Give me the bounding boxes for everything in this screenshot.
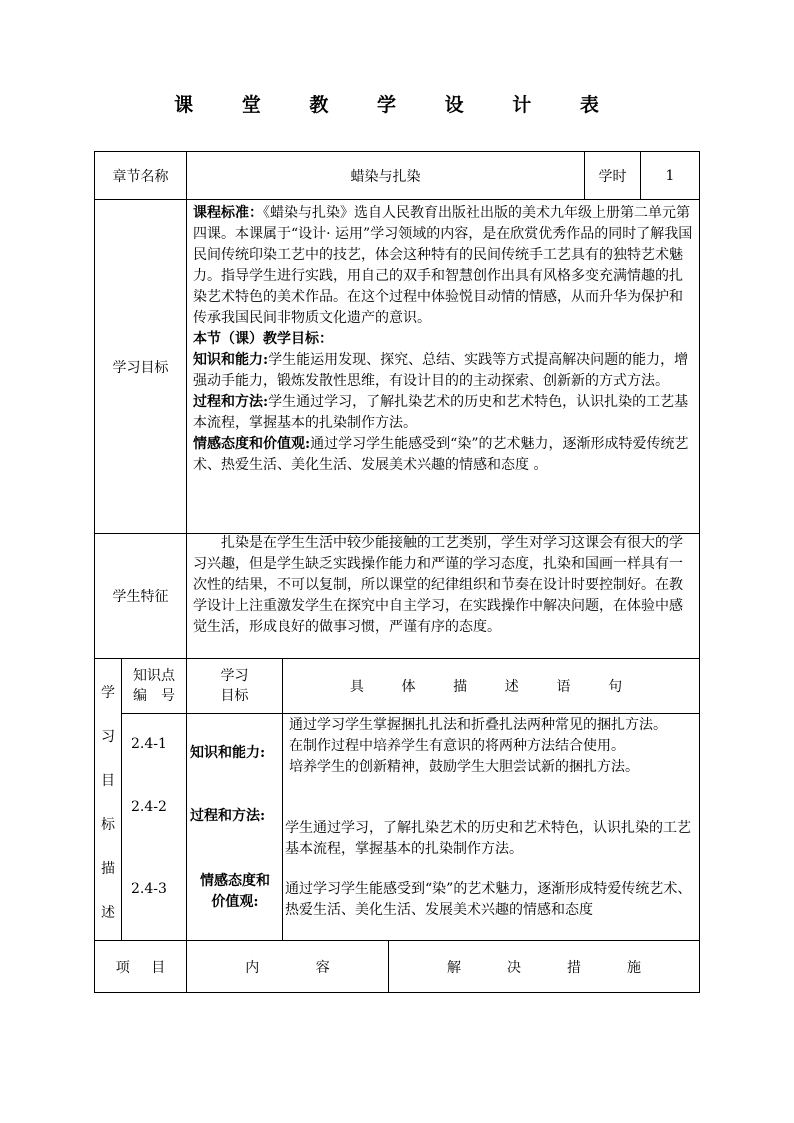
description-line: 通过学习学生掌握捆扎扎法和折叠扎法两种常见的捆扎方法。 [289,717,667,733]
measures-header-char: 措 [567,959,581,976]
col-header-goal [187,659,282,713]
col-header-code-line: 知识点 [133,668,175,684]
hours-label: 学时 [598,168,627,185]
col-header-char: 具 [349,679,364,695]
goal-label-knowledge: 知识和能力: [190,745,266,761]
process-description: 学生通过学习，了解扎染艺术的历史和艺术特色，认识扎染的工艺基本流程，掌握基本的扎染制作方法。 [285,820,691,857]
item-header [95,941,186,992]
col-header-char: 述 [504,679,519,695]
emotion-values-heading: 情感态度和价值观: [193,436,311,452]
students-label: 学生特征 [112,589,169,605]
col-divider [282,658,283,940]
content-header-char: 内 [245,959,260,976]
col-header-description [331,659,641,713]
col-header-char: 描 [453,679,468,695]
knowledge-description [285,715,697,778]
lesson-design-table [94,151,700,993]
item-header-char: 目 [151,959,166,976]
measures-header [389,941,699,992]
description-line: 培养学生的创新精神，鼓励学生大胆尝试新的捆扎方法。 [289,759,639,775]
students-text: 扎染是在学生生活中较少能接触的工艺类别，学生对学习这课会有很大的学习兴趣，但是学生缺乏实践操作能力和严谨的学习态度，扎染和国画一样具有一次性的结果，不可以复制，所以课堂的纪律组织和节奏在设计时要控制好。在教学设计上注重激发学生在探究中自主学习，在实践操作中解决问题，在体验中感觉生活，形成良好的做事习惯，严谨有序的态度。 [193,535,683,635]
col-header-char: 句 [608,679,623,695]
side-char: 描 [101,861,115,877]
knowledge-code: 2.4-3 [131,881,167,897]
col-header-goal-line: 目标 [220,688,249,704]
chapter-name-value: 蜡染与扎染 [350,168,421,185]
col-header-goal-line: 学习 [220,668,249,684]
standard-text: 《蜡染与扎染》选自人民教育出版社出版的美术九年级上册第二单元第四课。本课属于“设计· 运用”学习领域的内容，是在欣赏优秀作品的同时了解我国民间传统印染工艺中的技艺，体会这种特有的民间传统手工艺具有的独特艺术魅力。指导学生进行实践，用自己的双手和智慧创作出具有风格多变充满情趣的扎染艺术特色的美术作品。在这个过程中体验悦目动情的情感，从而升华为保护和传承我国民间非物质文化遗产的意识。 [193,205,693,326]
col-header-char: 体 [401,679,416,695]
side-char: 学 [101,685,115,701]
side-char: 标 [101,817,115,833]
item-header-char: 项 [115,959,130,976]
process-method-text: 学生通过学习，了解扎染艺术的历史和艺术特色，认识扎染的工艺基本流程，掌握基本的扎染制作方法。 [193,394,689,431]
emotion-description: 通过学习学生能感受到“染”的艺术魅力，逐渐形成特爱传统艺术、热爱生活、美化生活、发展美术兴趣的情感和态度 [285,881,692,918]
measures-header-char: 解 [447,959,461,976]
col-header-code-line: 编 号 [133,688,175,704]
goal-label-process: 过程和方法: [190,808,266,824]
measures-header-char: 决 [507,959,521,976]
knowledge-ability-text: 学生能运用发现、探究、总结、实践等方式提高解决问题的能力，增强动手能力，锻炼发散性思维，有设计目的的主动探索、创新新的方式方法。 [193,352,689,389]
knowledge-code: 2.4-1 [131,736,167,752]
knowledge-code: 2.4-2 [131,799,167,815]
description-line: 在制作过程中培养学生有意识的将两种方法结合使用。 [289,738,625,754]
content-header-char: 容 [315,959,330,976]
side-char: 目 [101,773,115,789]
section-heading: 本节（课）教学目标： [193,331,333,347]
row-divider [121,713,699,714]
side-label [95,682,121,922]
chapter-name-label: 章节名称 [112,168,169,185]
col-divider [186,152,187,658]
hours-value: 1 [665,167,675,184]
objectives-content [193,203,695,476]
emotion-values-text: 通过学习学生能感受到“染”的艺术魅力，逐渐形成特爱传统艺术、热爱生活、美化生活、发展美术兴趣的情感和态度 。 [193,436,689,473]
process-method-heading: 过程和方法: [193,394,269,410]
goal-label-emotion: 情感态度和价值观: [200,873,270,910]
content-header [187,941,388,992]
page-title: 课 堂 教 学 设 计 表 [174,94,620,116]
objectives-label: 学习目标 [112,359,169,376]
side-char: 习 [101,729,115,745]
col-header-code [122,659,186,713]
knowledge-ability-heading: 知识和能力: [193,352,269,368]
side-char: 述 [101,905,115,921]
col-header-char: 语 [556,679,571,695]
measures-header-char: 施 [627,959,641,976]
standard-heading: 课程标准： [193,205,263,221]
